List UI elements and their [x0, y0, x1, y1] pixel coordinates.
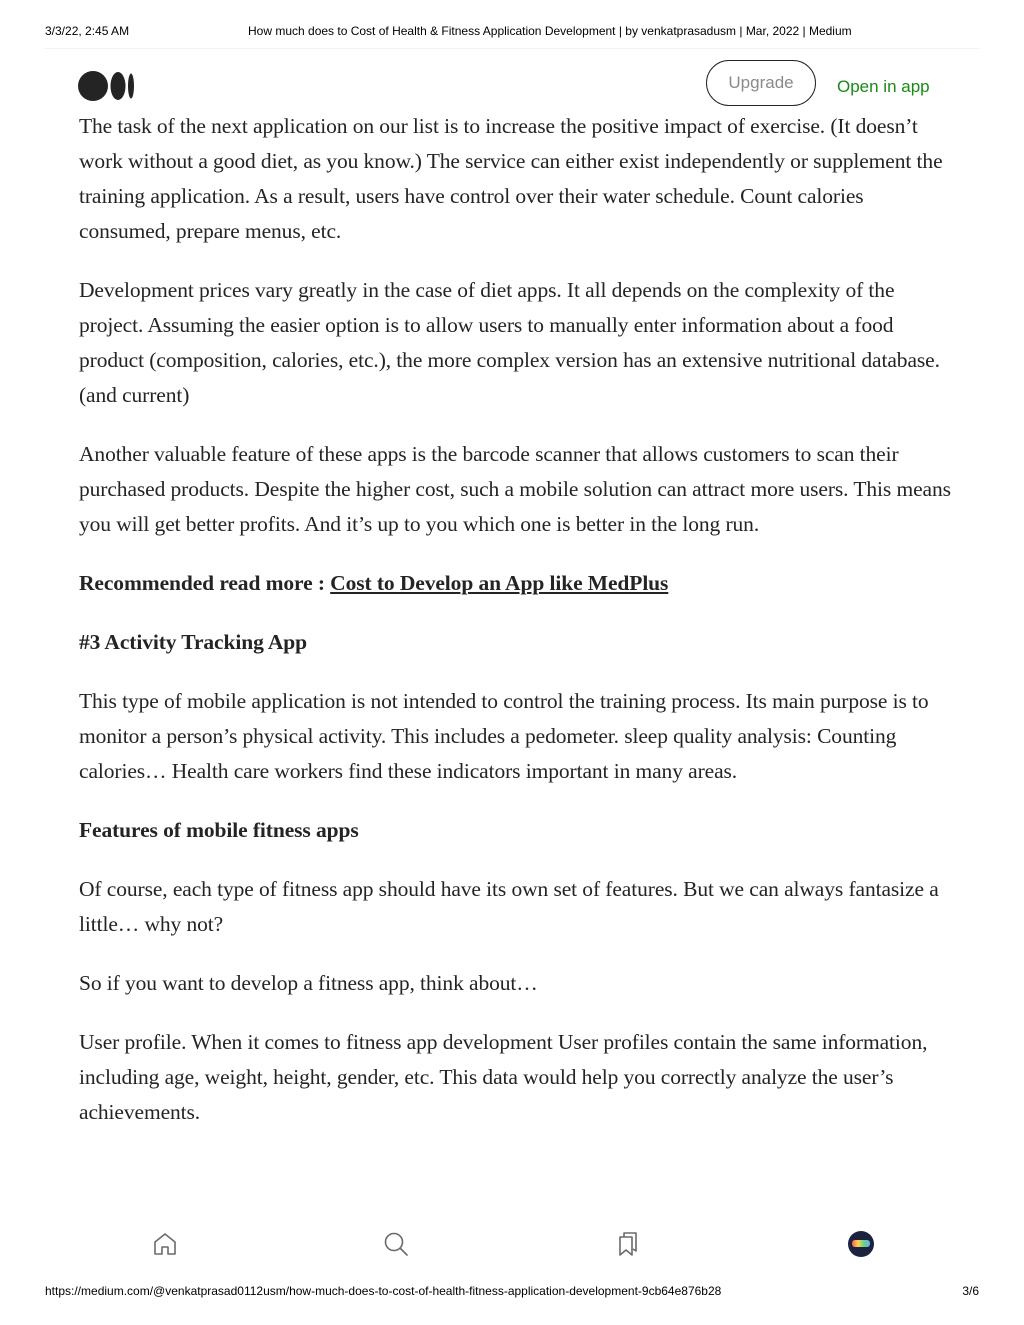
nav-search[interactable]	[379, 1227, 413, 1261]
print-datetime: 3/3/22, 2:45 AM	[45, 24, 130, 38]
article-paragraph: So if you want to develop a fitness app, think about…	[79, 971, 538, 995]
print-page-title: How much does to Cost of Health & Fitness Application Development | by venkatprasadusm | Mar, 2022 | Medium	[248, 24, 852, 38]
bookmarks-icon	[614, 1230, 642, 1258]
bottom-nav	[45, 1225, 979, 1265]
section-heading: Features of mobile fitness apps	[79, 818, 359, 842]
print-url: https://medium.com/@venkatprasad0112usm/how-much-does-to-cost-of-health-fitness-application-development-9cb64e876b28	[45, 1284, 722, 1298]
recommended-prefix: Recommended read more :	[79, 571, 331, 595]
recommended-link[interactable]: Cost to Develop an App like MedPlus	[330, 571, 669, 595]
avatar	[848, 1231, 874, 1257]
article-paragraph: User profile. When it comes to fitness app development User profiles contain the same information, including age, weight, height, gender, etc. This data would help you correctly analyze the user’s achievements.	[79, 1030, 928, 1124]
article-paragraph: Another valuable feature of these apps is the barcode scanner that allows customers to scan their purchased products. Despite the higher cost, such a mobile solution can attract more users. This means you will get better profits. And it’s up to you which one is better in the long run.	[79, 442, 951, 536]
article-paragraph: Development prices vary greatly in the case of diet apps. It all depends on the complexity of the project. Assuming the easier option is to allow users to manually enter information about a food product (composition, calories, etc.), the more complex version has an extensive nutritional database. (and current)	[79, 278, 940, 407]
nav-profile[interactable]	[844, 1227, 878, 1261]
article-body	[79, 109, 959, 1154]
print-header	[45, 24, 979, 40]
open-in-app-link[interactable]: Open in app	[837, 77, 930, 96]
article-paragraph: Of course, each type of fitness app should have its own set of features. But we can always fantasize a little… why not?	[79, 877, 939, 936]
print-footer	[45, 1284, 979, 1300]
home-icon	[151, 1230, 179, 1258]
article-paragraph: This type of mobile application is not intended to control the training process. Its main purpose is to monitor a person’s physical activity. This includes a pedometer. sleep quality analysis: Counting calories… Health care workers find these indicators important in many areas.	[79, 689, 929, 783]
nav-home[interactable]	[148, 1227, 182, 1261]
recommended-read	[79, 566, 959, 601]
section-heading: #3 Activity Tracking App	[79, 630, 307, 654]
nav-bookmarks[interactable]	[611, 1227, 645, 1261]
search-icon	[382, 1230, 410, 1258]
medium-logo-icon[interactable]	[78, 71, 136, 101]
print-page-number: 3/6	[962, 1284, 979, 1298]
article-paragraph: The task of the next application on our list is to increase the positive impact of exercise. (It doesn’t work without a good diet, as you know.) The service can either exist independently or supplement the training application. As a result, users have control over their water schedule. Count calories consumed, prepare menus, etc.	[79, 114, 943, 243]
upgrade-button[interactable]: Upgrade	[706, 60, 816, 106]
